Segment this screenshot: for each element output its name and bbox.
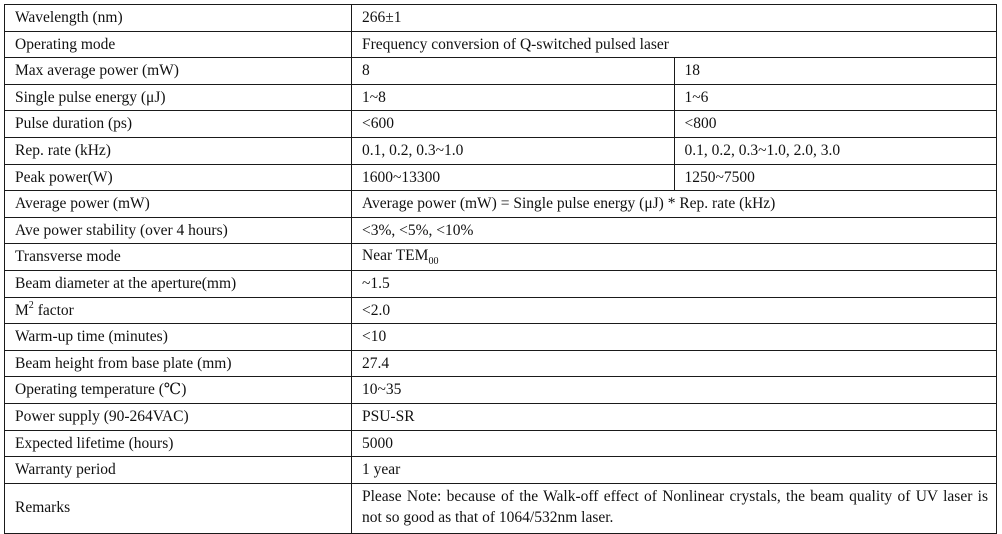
spec-value: Frequency conversion of Q-switched pulsed laser — [352, 31, 997, 58]
spec-value: 10~35 — [352, 377, 997, 404]
table-row — [5, 270, 997, 297]
table-row — [5, 483, 997, 533]
table-row — [5, 137, 997, 164]
spec-value: PSU-SR — [352, 403, 997, 430]
spec-label: Peak power(W) — [5, 164, 352, 191]
spec-label: Single pulse energy (μJ) — [5, 84, 352, 111]
transverse-mode-text: Near TEM — [362, 246, 429, 264]
table-row — [5, 403, 997, 430]
spec-value: 1 year — [352, 457, 997, 484]
spec-value: 27.4 — [352, 350, 997, 377]
spec-value: <3%, <5%, <10% — [352, 217, 997, 244]
spec-value-model-a: 8 — [352, 58, 675, 85]
spec-value-model-b: 1~6 — [674, 84, 997, 111]
table-row — [5, 350, 997, 377]
m2-label-rest: factor — [33, 301, 74, 319]
table-row — [5, 217, 997, 244]
table-row — [5, 377, 997, 404]
spec-label: Rep. rate (kHz) — [5, 137, 352, 164]
spec-value-model-b: <800 — [674, 111, 997, 138]
table-row — [5, 244, 997, 271]
spec-label: Operating temperature (℃) — [5, 377, 352, 404]
spec-value: 5000 — [352, 430, 997, 457]
spec-label: Warm-up time (minutes) — [5, 324, 352, 351]
spec-label: Remarks — [5, 483, 352, 533]
spec-label: Average power (mW) — [5, 191, 352, 218]
spec-label: Beam height from base plate (mm) — [5, 350, 352, 377]
spec-label: Max average power (mW) — [5, 58, 352, 85]
spec-value-model-a: <600 — [352, 111, 675, 138]
spec-value: 266±1 — [352, 5, 997, 32]
table-row — [5, 430, 997, 457]
spec-value-model-b: 1250~7500 — [674, 164, 997, 191]
spec-label: Expected lifetime (hours) — [5, 430, 352, 457]
table-row — [5, 297, 997, 324]
spec-value: ~1.5 — [352, 270, 997, 297]
transverse-mode-subscript: 00 — [428, 255, 439, 267]
table-row — [5, 324, 997, 351]
spec-label: Beam diameter at the aperture(mm) — [5, 270, 352, 297]
spec-value-model-b: 18 — [674, 58, 997, 85]
spec-label: Wavelength (nm) — [5, 5, 352, 32]
table-row — [5, 84, 997, 111]
spec-value: <10 — [352, 324, 997, 351]
remarks-note: Please Note: because of the Walk-off effect of Nonlinear crystals, the beam quality of UV laser is not so good as that of 1064/532nm laser. — [352, 483, 997, 533]
spec-value-model-a: 1600~13300 — [352, 164, 675, 191]
table-row — [5, 191, 997, 218]
m2-label-superscript: 2 — [28, 299, 34, 311]
spec-value — [352, 244, 997, 271]
table-row — [5, 111, 997, 138]
spec-value-model-b: 0.1, 0.2, 0.3~1.0, 2.0, 3.0 — [674, 137, 997, 164]
spec-value: <2.0 — [352, 297, 997, 324]
spec-label: Operating mode — [5, 31, 352, 58]
spec-label: Pulse duration (ps) — [5, 111, 352, 138]
table-row — [5, 164, 997, 191]
spec-label: Ave power stability (over 4 hours) — [5, 217, 352, 244]
spec-value-model-a: 0.1, 0.2, 0.3~1.0 — [352, 137, 675, 164]
laser-spec-table — [4, 4, 997, 534]
spec-label: Transverse mode — [5, 244, 352, 271]
spec-value: Average power (mW) = Single pulse energy (μJ) * Rep. rate (kHz) — [352, 191, 997, 218]
table-row — [5, 457, 997, 484]
m2-label-m: M — [15, 301, 29, 319]
table-row — [5, 5, 997, 32]
spec-label: Power supply (90-264VAC) — [5, 403, 352, 430]
spec-label: Warranty period — [5, 457, 352, 484]
table-row — [5, 58, 997, 85]
spec-label — [5, 297, 352, 324]
spec-value-model-a: 1~8 — [352, 84, 675, 111]
table-row — [5, 31, 997, 58]
